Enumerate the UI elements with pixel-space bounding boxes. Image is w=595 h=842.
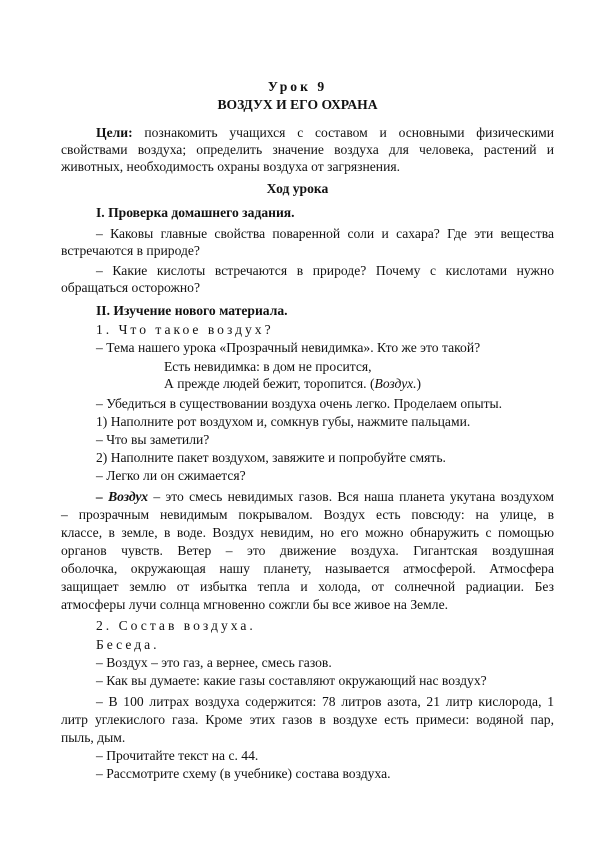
goals-line-3: животных, необходимость охраны воздуха от загрязнения. (61, 159, 401, 174)
conversation-line: – Рассмотрите схему (в учебнике) состава воздуха. (96, 766, 391, 781)
definition-line-1: – Воздух – это смесь невидимых газов. Вся наша планета укутана воздухом (96, 489, 554, 504)
conversation-line: литр углекислого газа. Кроме этих газов в воздухе есть примеси: водяной пар, (61, 712, 554, 727)
experiment-line: – Что вы заметили? (96, 432, 210, 447)
section1-line: обращаться осторожно? (61, 280, 200, 295)
section2-heading: II. Изучение нового материала. (96, 303, 288, 318)
definition-line: атмосферы лучи солнца мгновенно сожгли бы все живое на Земле. (61, 597, 449, 612)
section1-heading: I. Проверка домашнего задания. (96, 205, 295, 220)
experiment-line: 1) Наполните рот воздухом и, сомкнув губы, нажмите пальцами. (96, 414, 471, 429)
subsection-2-title: 2. Состав воздуха. (96, 618, 256, 633)
definition-line: защищает землю от избытка тепла и холода, от солнечной радиации. Без (61, 579, 554, 594)
experiment-line: – Убедиться в существовании воздуха очень легко. Проделаем опыты. (96, 396, 503, 411)
theme-line: – Тема нашего урока «Прозрачный невидимка». Кто же это такой? (96, 340, 481, 355)
section1-line: – Каковы главные свойства поваренной соли и сахара? Где эти вещества (96, 226, 554, 241)
conversation-line: – Как вы думаете: какие газы составляют окружающий нас воздух? (96, 673, 487, 688)
riddle-line-1: Есть невидимка: в дом не просится, (164, 359, 372, 374)
conversation-line: – В 100 литрах воздуха содержится: 78 литров азота, 21 литр кислорода, 1 (96, 694, 554, 709)
conversation-line: – Воздух – это газ, а вернее, смесь газов. (96, 655, 332, 670)
definition-line: оболочка, окружающая нашу планету, называется атмосферой. Атмосфера (61, 561, 554, 576)
conversation-line: пыль, дым. (61, 730, 126, 745)
section1-line: – Какие кислоты встречаются в природе? Почему с кислотами нужно (96, 263, 554, 278)
definition-term: – Воздух (96, 489, 149, 504)
definition-line: органов чувств. Ветер – это движение воздуха. Гигантская воздушная (61, 543, 554, 558)
goals-line-2: свойствами воздуха; определить значение воздуха для человека, растений и (61, 142, 554, 157)
riddle-line-2: А прежде людей бежит, торопится. (Воздух.) (164, 376, 422, 391)
section1-line: встречаются в природе? (61, 243, 200, 258)
lesson-number: Урок 9 (267, 79, 328, 94)
conversation-label: Беседа. (96, 637, 160, 652)
conversation-line: – Прочитайте текст на с. 44. (96, 748, 259, 763)
experiment-line: – Легко ли он сжимается? (96, 468, 246, 483)
lesson-title: ВОЗДУХ И ЕГО ОХРАНА (217, 97, 378, 112)
goals-line-1: Цели: познакомить учащихся с составом и основными физическими (96, 125, 554, 140)
lesson-flow-heading: Ход урока (266, 181, 329, 196)
riddle-answer: Воздух. (374, 376, 417, 391)
experiment-line: 2) Наполните пакет воздухом, завяжите и попробуйте смять. (96, 450, 446, 465)
definition-line: классе, в земле, в воде. Воздух невидим, но его можно обнаружить с помощью (61, 525, 554, 540)
definition-line: – прозрачным невидимым покрывалом. Воздух есть повсюду: на улице, в (61, 507, 554, 522)
subsection-1-title: 1. Что такое воздух? (96, 322, 274, 337)
goals-label: Цели: (96, 125, 133, 140)
